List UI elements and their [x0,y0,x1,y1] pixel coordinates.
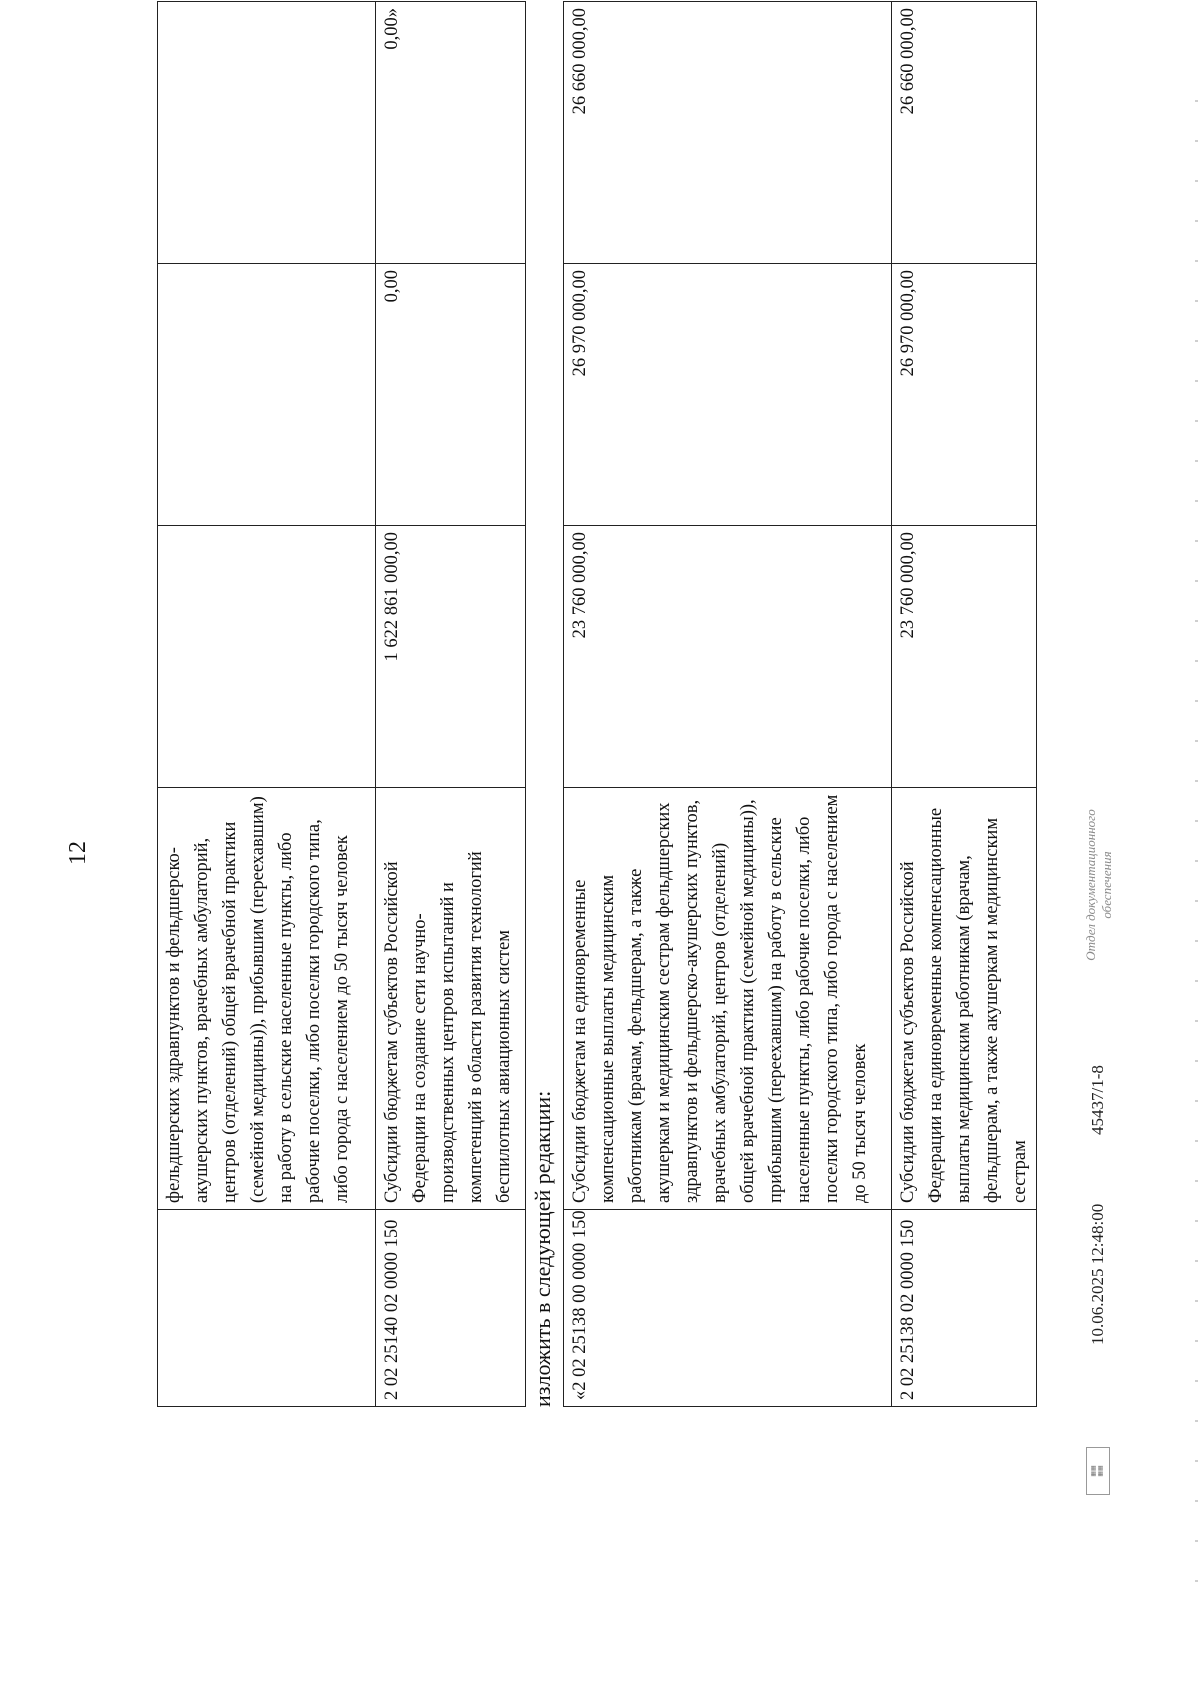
stamp-line-2: обеспечения [1099,851,1114,919]
new-budget-table [563,1,1037,1407]
row-value-1 [158,526,376,788]
row-value-1: 1 622 861 000,00 [376,526,526,788]
row-code: 2 02 25140 02 0000 150 [376,1210,526,1407]
row-value-1: 23 760 000,00 [564,526,892,788]
row-description: Субсидии бюджетам субъектов Российской Федерации на единовременные компенсационные выплаты медицинским работникам (врачам, фельдшерам, а также акушеркам и медицинским сестрам [892,788,1037,1210]
page-number: 12 [65,841,91,865]
row-value-2: 0,00 [376,264,526,526]
row-value-1: 23 760 000,00 [892,526,1037,788]
footer-datetime: 10.06.2025 12:48:00 [1088,1203,1107,1345]
footer-doc-id: 45437/1-8 [1088,1065,1107,1135]
row-description: Субсидии бюджетам на единовременные компенсационные выплаты медицинским работникам (врачам, фельдшерам, а также акушеркам и медицинским сестрам фельдшерских здравпунктов и фельдшерско-акушерских пунктов, врачебных амбулаторий, центров (отделений) общей врачебной практики (семейной медицины)), прибывшим (переехавшим) на работу в сельские населенные пункты, либо рабочие поселки, либо поселки городского типа, либо города с населением до 50 тысяч человек [564,788,892,1210]
department-stamp [1083,715,1115,1055]
table-row [158,2,376,1407]
table-row [376,2,526,1407]
row-code [158,1210,376,1407]
row-description: Субсидии бюджетам субъектов Российской Федерации на создание сети научно-производственных центров испытаний и компетенций в области развития технологий беспилотных авиационных систем [376,788,526,1210]
intro-text: изложить в следующей редакции: [530,1090,555,1407]
table-row [564,2,892,1407]
logo-icon: ▦▦ ▦▦ [1086,1447,1110,1495]
old-budget-table [157,1,526,1407]
row-value-3: 26 660 000,00 [892,2,1037,264]
scan-edge-marks [1195,100,1198,1620]
row-value-2: 26 970 000,00 [892,264,1037,526]
stamp-line-1: Отдел документационного [1083,809,1098,961]
row-value-3: 26 660 000,00 [564,2,892,264]
row-value-2: 26 970 000,00 [564,264,892,526]
row-value-3: 0,00» [376,2,526,264]
row-code: 2 02 25138 02 0000 150 [892,1210,1037,1407]
row-code: «2 02 25138 00 0000 150 [564,1210,892,1407]
table-row [892,2,1037,1407]
row-value-3 [158,2,376,264]
row-value-2 [158,264,376,526]
row-description: фельдшерских здравпунктов и фельдшерско-акушерских пунктов, врачебных амбулаторий, центров (отделений) общей врачебной практики (семейной медицины)), прибывшим (переехавшим) на работу в сельские населенные пункты, либо рабочие поселки, либо поселки городского типа, либо города с населением до 50 тысяч человек [158,788,376,1210]
